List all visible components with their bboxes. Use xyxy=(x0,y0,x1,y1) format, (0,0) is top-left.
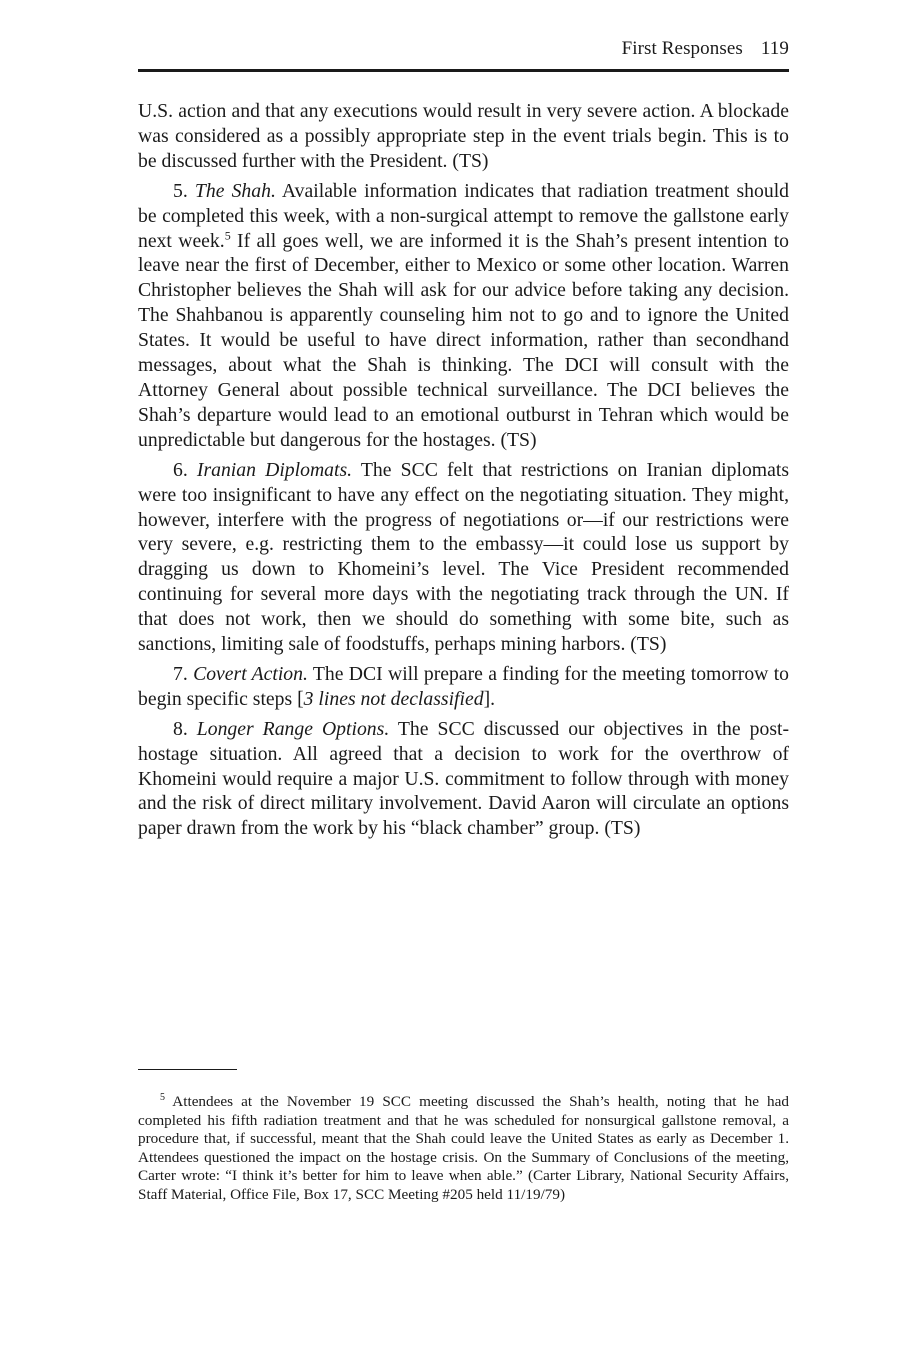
running-head xyxy=(138,38,789,66)
footnote-marker: 5 xyxy=(160,1091,165,1103)
paragraph-the-shah xyxy=(138,179,789,453)
footnote xyxy=(138,1093,789,1205)
paragraph-text: U.S. action and that any executions would result in very severe action. A blockade was considered as a possibly appropriate step in the event trials begin. This is to be discussed further with the President. (TS) xyxy=(138,100,789,172)
redaction-note: 3 lines not declassified xyxy=(303,687,484,710)
paragraph-covert-action xyxy=(138,662,789,712)
paragraph-heading: Covert Action. xyxy=(193,662,308,685)
paragraph-text: ]. xyxy=(483,687,496,710)
footnote-text: Attendees at the November 19 SCC meeting discussed the Shah’s health, noting that he had completed his fifth radiation treatment and that he was scheduled for nonsurgical gallstone removal, a procedure that, if successful, meant that the Shah could leave the United States as early as December 1. Attendees questioned the impact on the hostage crisis. On the Summary of Conclusions of the meeting, Carter wrote: “I think it’s better for him to leave when able.” (Carter Library, National Security Affairs, Staff Material, Office File, Box 17, SCC Meeting #205 held 11/19/79) xyxy=(138,1093,789,1203)
paragraph-number: 7. xyxy=(173,662,188,685)
paragraph-number: 5. xyxy=(173,179,188,202)
paragraph-text: If all goes well, we are informed it is the Shah’s present intention to leave near the first of December, either to Mexico or some other location. Warren Christopher believes the Shah will ask for our advice before taking any decision. The Shahbanou is apparently counseling him not to go and to ignore the United States. It would be useful to have direct information, rather than secondhand messages, about what the Shah is thinking. The DCI will consult with the Attorney General about possible technical surveillance. The DCI believes the Shah’s departure would lead to an emotional outburst in Tehran which would be unpredictable but dangerous for the hostages. (TS) xyxy=(138,229,790,451)
body-text xyxy=(138,99,789,846)
paragraph-longer-range-options xyxy=(138,717,789,842)
paragraph-text: The SCC felt that restrictions on Iranian diplomats were too insignificant to have any effect on the negotiating situation. They might, however, interfere with the progress of negotiations or—if our restrictions were very severe, e.g. restricting them to the embassy—it could lose us support by dragging us down to Khomeini’s level. The Vice President recommended continuing for several more days with the negotiating track through the UN. If that does not work, then we should do something with some bite, such as sanctions, limiting sale of foodstuffs, perhaps mining harbors. (TS) xyxy=(138,458,789,656)
page-number: 119 xyxy=(760,38,789,59)
running-head-title: First Responses xyxy=(621,38,743,59)
paragraph-text: The SCC discussed our objectives in the post-hostage situation. All agreed that a decision to work for the overthrow of Khomeini would require a major U.S. commitment to follow through with money and the risk of direct military involvement. David Aaron will circulate an options paper drawn from the work by his “black chamber” group. (TS) xyxy=(138,717,790,840)
paragraph-continuation xyxy=(138,99,789,174)
paragraph-heading: Iranian Diplomats. xyxy=(196,458,353,481)
paragraph-number: 6. xyxy=(173,458,188,481)
footnote-rule xyxy=(138,1069,237,1070)
footnote-reference[interactable]: 5 xyxy=(224,227,231,242)
header-rule xyxy=(138,69,789,72)
paragraph-heading: The Shah. xyxy=(194,179,276,202)
paragraph-text: The DCI will prepare a finding for the meeting tomorrow to begin specific steps [ xyxy=(138,662,790,710)
paragraph-text: Available information indicates that radiation treatment should be completed this week, with a non-surgical attempt to remove the gallstone early next week. xyxy=(138,179,790,252)
paragraph-iranian-diplomats xyxy=(138,458,789,657)
paragraph-number: 8. xyxy=(173,717,188,740)
paragraph-heading: Longer Range Options. xyxy=(196,717,390,740)
